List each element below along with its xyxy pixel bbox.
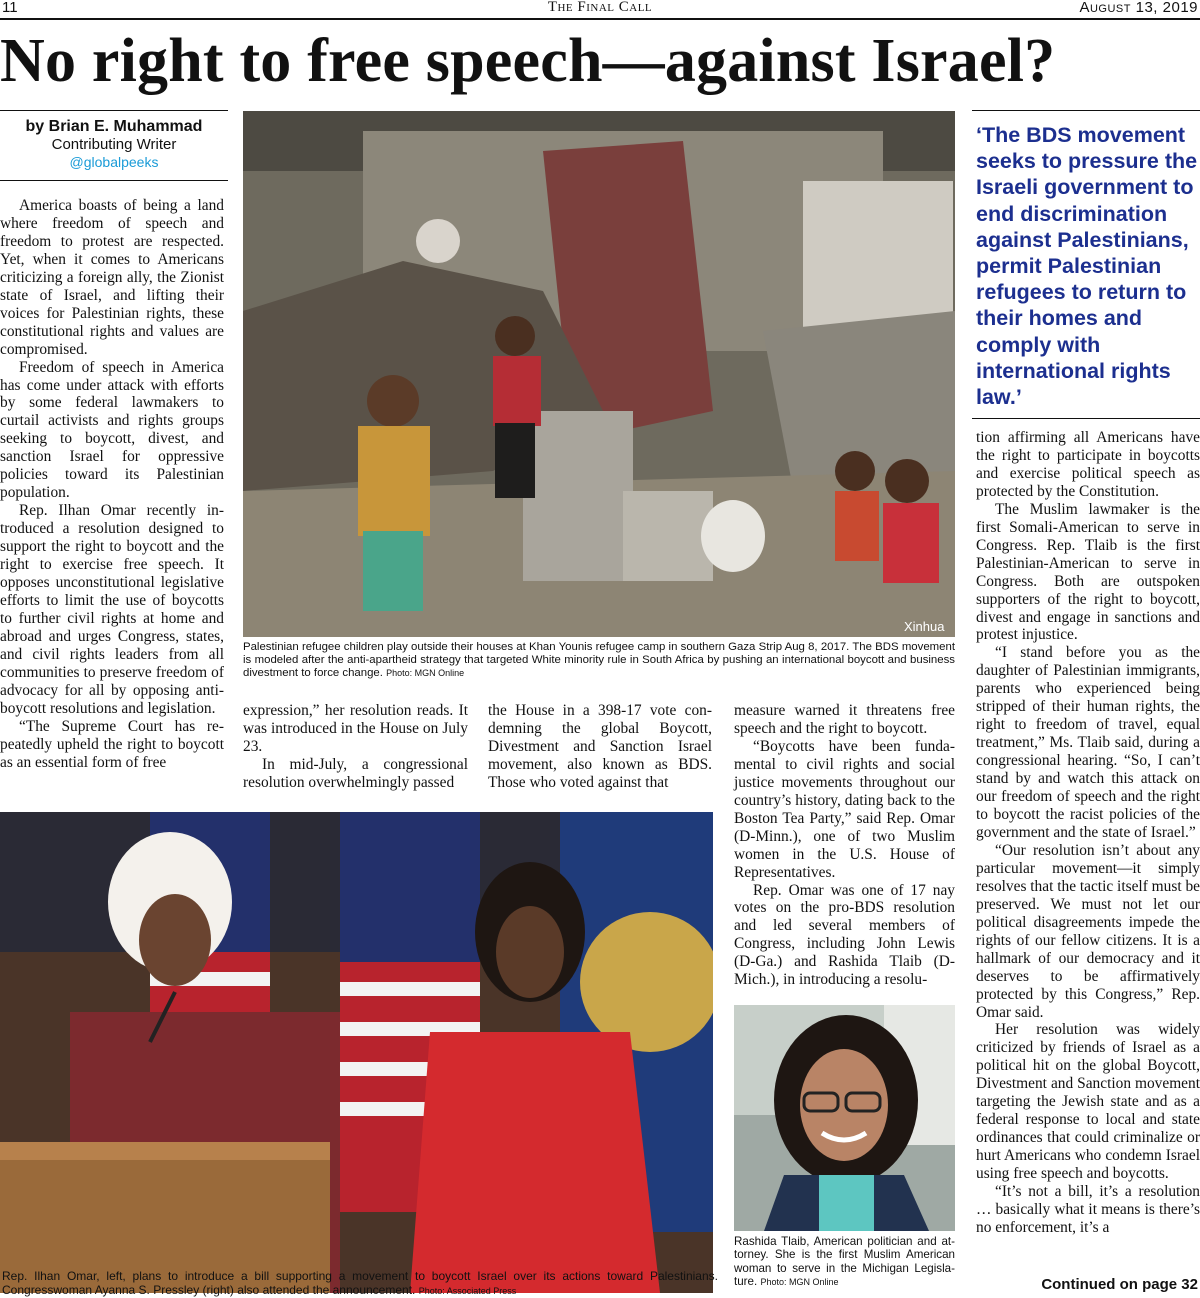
photo-credit: Photo: Associated Press [418,1286,517,1296]
paragraph: tion affirming all Americans have the right to participate in boycotts and exercise political speech as protected by the Constitution. [976,429,1200,500]
caption-text: Rashida Tlaib, American politician and attorney. She is the first Muslim American woman to serve in the Michigan Legislature. [734,1235,955,1289]
paragraph: America boasts of being a land where freedom of speech and freedom to protest are respected. Yet, when it comes to Americans criticizing a foreign ally, the Zionist state of Israel, and lifting their voices for Palestinian rights, these constitutional rights and values are compromised. [0,197,224,358]
paragraph: “Boycotts have been fundamental to civil rights and social justice movements throughout our country’s history, dating back to the Boston Tea Party,” said Rep. Omar (D-Minn.), one of two Muslim women in the U.S. House of Representatives. [734,737,955,881]
caption-text: Rep. Ilhan Omar, left, plans to introduce a bill supporting a movement to boycott Israel over its actions toward Palestinians. Congresswoman Ayanna S. Pressley (right) also attended the announcement. [2,1269,718,1297]
byline-rule-top [0,110,228,111]
paragraph: “It’s not a bill, it’s a resolution … basically what it means is there’s no enforcement, it’s a [976,1183,1200,1236]
article-column-5 [976,429,1200,1237]
paragraph: In mid-July, a congressional resolution overwhelmingly passed [243,755,468,791]
paragraph: Rep. Ilhan Omar recently introduced a resolution designed to support the right to boycott and the right to exercise free speech. It opposes unconstitutional legislative efforts to limit the use of boycotts to further civil rights at home and abroad and urges Congress, states, and civil rights leaders from all communities to preserve freedom of advocacy for all by opposing anti-boycott resolutions and legislation. [0,502,224,717]
tlaib-photo-caption [734,1235,955,1290]
article-column-2 [243,702,468,792]
pullquote-rule-top [972,110,1200,111]
omar-photo-caption [2,1269,718,1298]
caption-text: Palestinian refugee children play outside their houses at Khan Younis refugee camp in southern Gaza Strip Aug 8, 2017. The BDS movement is modeled after the anti-apartheid strategy that targeted White minority rule in South Africa by pushing an international boycott and business divestment to force change. [243,641,955,679]
refugee-photo-caption [243,641,955,680]
paragraph: the House in a 398-17 vote condemning the global Boycott, Divestment and Sanction Israel movement, also known as BDS. Those who voted against that [488,702,712,791]
continued-on-page-link[interactable]: Continued on page 32 [1041,1276,1198,1293]
photo-credit: Photo: MGN Online [760,1277,839,1288]
paragraph: measure warned it threatens free speech and the right to boycott. [734,702,955,737]
article-column-3 [488,702,712,792]
paragraph: Rep. Omar was one of 17 nay votes on the pro-BDS resolution and led several members of Congress, including John Lewis (D-Ga.) and Rashida Tlaib (D-Mich.), in introducing a resolu- [734,881,955,989]
paragraph: Her resolution was widely criticized by friends of Israel as a political hit on the global Boycott, Divestment and Sanction movement targeting the Jewish state and as a federal response to local and state ordinances that could criminalize or hurt Americans who condemn Israel using free speech and boycotts. [976,1021,1200,1183]
header-rule [0,18,1200,20]
page-number: 11 [2,0,18,16]
newspaper-name: The Final Call [547,0,653,15]
article-column-1 [0,197,224,772]
paragraph: Freedom of speech in America has come under attack with efforts by some federal lawmakers to curtail activists and rights groups seeking to boycott, divest, and sanction Israel for oppressive policies toward its Palestinian population. [0,358,224,502]
headline: No right to free speech—against Israel? [0,27,1056,95]
tlaib-portrait-photo [734,1005,955,1231]
paragraph: “The Supreme Court has repeatedly upheld the right to boycott as an essential form of free [0,717,224,771]
byline-rule-bottom [0,180,228,181]
paragraph: expression,” her resolution reads. It was introduced in the House on July 23. [243,702,468,755]
paragraph: “Our resolution isn’t about any particular movement—it simply resolves that the tactic itself must be preserved. We must not let our political disagreements impede the rights of our fellow citizens. It is a hallmark of our democracy and it deserves to be affirmatively protected by this Congress,” Rep. Omar said. [976,841,1200,1021]
paragraph: “I stand before you as the daughter of Palestinian immigrants, parents who experienced being stripped of their human rights, the right to freedom of travel, equal treatment,” Ms. Tlaib said, during a congressional hearing. “So, I can’t stand by and watch this attack on our freedom of speech and the right to boycott the racist policies of the government and the state of Israel.” [976,644,1200,841]
omar-pressley-photo [0,812,713,1293]
article-column-4 [734,702,955,989]
author-handle[interactable]: @globalpeeks [69,154,159,170]
photo-credit: Photo: MGN Online [386,668,465,678]
refugee-camp-photo [243,111,955,637]
author-name: by Brian E. Muhammad [25,118,203,135]
pull-quote: ‘The BDS movement seeks to pressure the Israeli government to end discrimination against Palestinians, permit Palestinian refugees to return to their homes and comply with international rights law.’ [976,123,1198,410]
byline [0,118,228,171]
pullquote-rule-bottom [972,418,1200,419]
photo-watermark: Xinhua [904,619,945,634]
issue-date: August 13, 2019 [1079,0,1198,16]
author-role: Contributing Writer [51,136,177,153]
paragraph: The Muslim lawmaker is the first Somali-American to serve in Congress. Rep. Tlaib is the first Palestinian-American to serve in Congress. Both are outspoken supporters of the right to boycott, divest and engage in sanctions and protest injustice. [976,500,1200,644]
